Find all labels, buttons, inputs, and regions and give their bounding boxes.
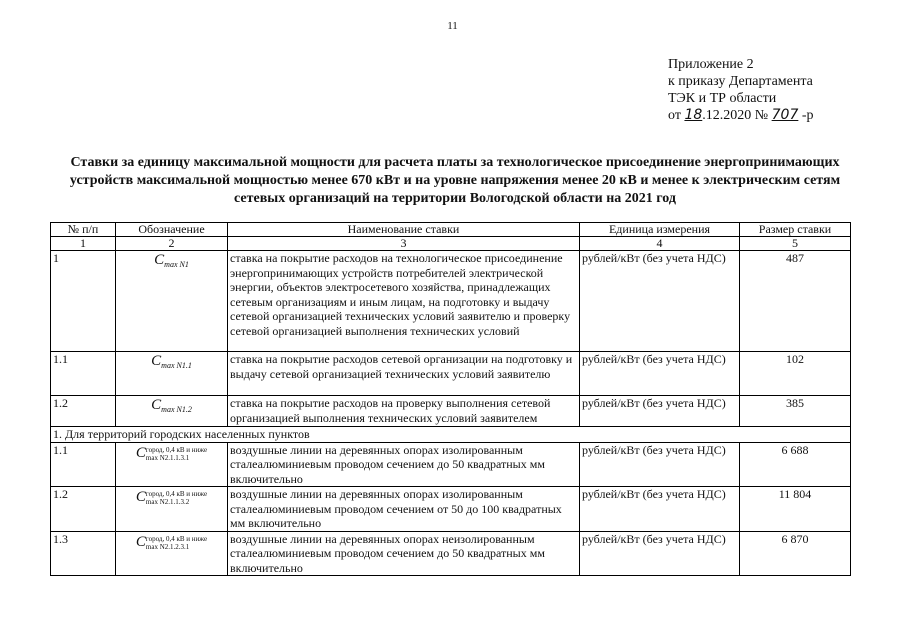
- column-number: 4: [580, 237, 740, 251]
- header-symbol: Обозначение: [116, 223, 228, 237]
- column-number: 5: [740, 237, 851, 251]
- appendix-date-line: [668, 107, 814, 124]
- header-name: Наименование ставки: [228, 223, 580, 237]
- appendix-line: ТЭК и ТР области: [668, 91, 777, 106]
- date-day: 18: [684, 107, 703, 123]
- appendix-line: Приложение 2: [668, 57, 754, 72]
- section-title: 1. Для территорий городских населенных пунктов: [51, 427, 851, 443]
- header-unit: Единица измерения: [580, 223, 740, 237]
- symbol-main: C: [151, 397, 162, 413]
- row-symbol: [116, 531, 228, 576]
- order-number: 707: [771, 107, 799, 123]
- symbol-sup: город, 0,4 кВ и ниже: [145, 445, 208, 454]
- row-name: воздушные линии на деревянных опорах изолированным сталеалюминиевым проводом сечением от 50 до 100 квадратных мм включительно: [228, 487, 580, 532]
- section-row: [51, 427, 851, 443]
- symbol-sup: город, 0,4 кВ и ниже: [145, 490, 208, 498]
- row-name: воздушные линии на деревянных опорах неизолированным сталеалюминиевым проводом сечением до 50 квадратных мм включительно: [228, 531, 580, 576]
- row-unit: рублей/кВт (без учета НДС): [580, 487, 740, 532]
- date-prefix: от: [668, 108, 681, 123]
- symbol-sub: max N1.2: [161, 405, 192, 414]
- symbol-main: C: [135, 533, 146, 550]
- appendix-header: [668, 56, 814, 124]
- table-row: [51, 251, 851, 352]
- row-value: 487: [740, 251, 851, 352]
- row-symbol: [116, 251, 228, 352]
- column-number: 2: [116, 237, 228, 251]
- table-row: [51, 487, 851, 532]
- row-name: ставка на покрытие расходов сетевой организации на подготовку и выдачу сетевой организацией технических условий заявителю: [228, 352, 580, 396]
- table-row: [51, 396, 851, 427]
- symbol-sub: max N2.1.1.3.2: [145, 498, 190, 506]
- symbol-main: C: [135, 444, 146, 461]
- symbol-main: C: [135, 489, 146, 505]
- symbol-main: C: [154, 252, 165, 268]
- order-suffix: -р: [801, 108, 814, 123]
- row-value: 11 804: [740, 487, 851, 532]
- row-num: 1.2: [51, 487, 116, 532]
- row-value: 102: [740, 352, 851, 396]
- page-number: 11: [447, 20, 458, 32]
- row-name: ставка на покрытие расходов на технологическое присоединение энергопринимающих устройств потребителей электрической энергии, объектов электросетевого хозяйства, принадлежащих сетевым организациям и иным лицам, на подготовку и выдачу сетевой организацией технических условий заявителю и проверку сетевой организацией выполнения технических условий: [228, 251, 580, 352]
- row-value: 6 870: [740, 531, 851, 576]
- row-num: 1: [51, 251, 116, 352]
- row-num: 1.3: [51, 531, 116, 576]
- row-symbol: [116, 352, 228, 396]
- row-unit: рублей/кВт (без учета НДС): [580, 352, 740, 396]
- symbol-sub: max N1: [164, 260, 189, 269]
- table-header-row: [51, 223, 851, 237]
- column-number: 3: [228, 237, 580, 251]
- document-title: Ставки за единицу максимальной мощности для расчета платы за технологическое присоединение энергопринимающих устройств максимальной мощностью менее 670 кВт и на уровне напряжения менее 20 кВ и менее к электрическим сетям сетевых организаций на территории Вологодской области на 2021 год: [69, 155, 841, 206]
- symbol-sub: max N2.1.2.3.1: [145, 542, 190, 551]
- row-num: 1.1: [51, 442, 116, 487]
- header-num: № п/п: [51, 223, 116, 237]
- row-symbol: [116, 487, 228, 532]
- row-unit: рублей/кВт (без учета НДС): [580, 531, 740, 576]
- row-unit: рублей/кВт (без учета НДС): [580, 251, 740, 352]
- table-row: [51, 442, 851, 487]
- symbol-sub: max N1.1: [161, 361, 192, 370]
- column-number-row: [51, 237, 851, 251]
- row-name: ставка на покрытие расходов на проверку выполнения сетевой организацией выполнения технических условий заявителем: [228, 396, 580, 427]
- header-value: Размер ставки: [740, 223, 851, 237]
- symbol-sup: город, 0,4 кВ и ниже: [145, 534, 208, 543]
- table-row: [51, 352, 851, 396]
- symbol-sub: max N2.1.1.3.1: [145, 453, 190, 462]
- column-number: 1: [51, 237, 116, 251]
- row-value: 6 688: [740, 442, 851, 487]
- row-symbol: [116, 396, 228, 427]
- row-unit: рублей/кВт (без учета НДС): [580, 396, 740, 427]
- table-row: [51, 531, 851, 576]
- row-value: 385: [740, 396, 851, 427]
- date-rest: .12.2020 №: [702, 108, 769, 123]
- row-unit: рублей/кВт (без учета НДС): [580, 442, 740, 487]
- row-num: 1.1: [51, 352, 116, 396]
- row-num: 1.2: [51, 396, 116, 427]
- symbol-main: C: [151, 353, 162, 369]
- row-name: воздушные линии на деревянных опорах изолированным сталеалюминиевым проводом сечением до 50 квадратных мм включительно: [228, 442, 580, 487]
- row-symbol: [116, 442, 228, 487]
- rates-table: [50, 222, 851, 576]
- appendix-line: к приказу Департамента: [668, 74, 813, 89]
